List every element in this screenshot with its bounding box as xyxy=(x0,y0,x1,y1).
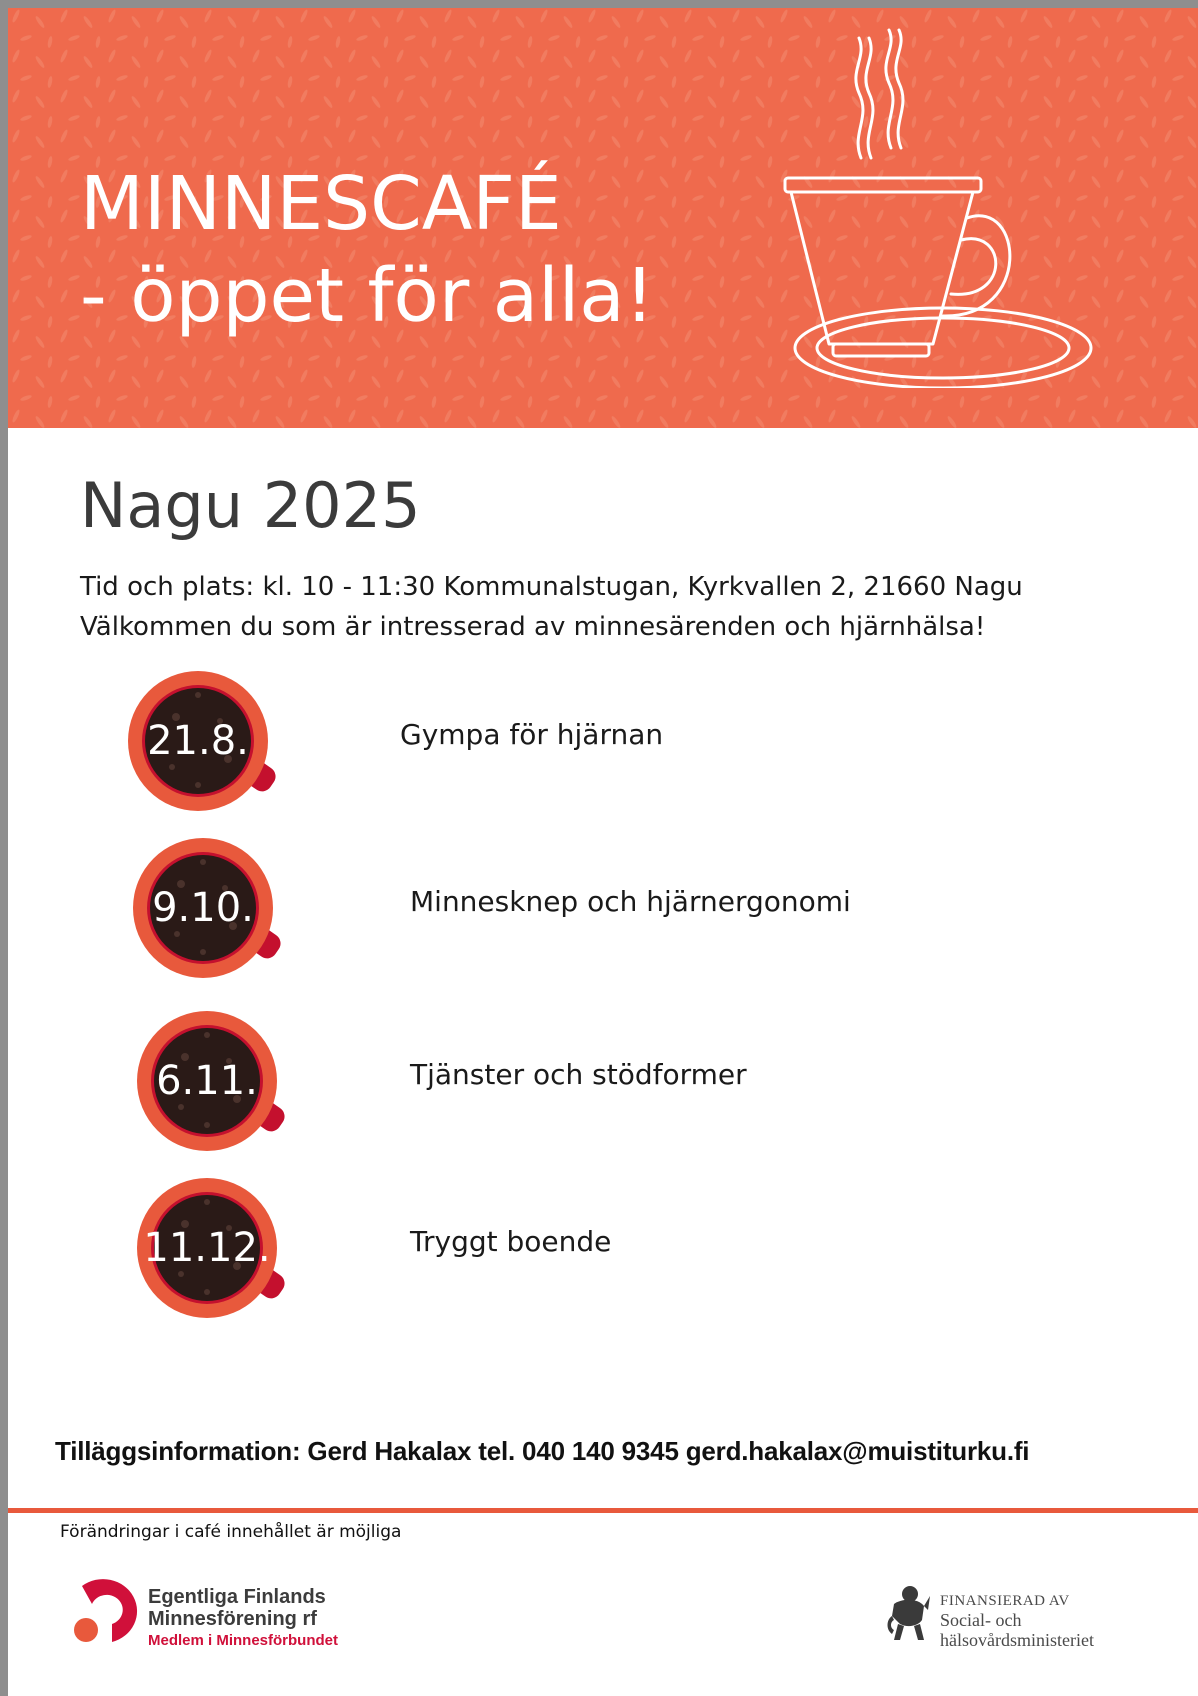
event-date: 6.11. xyxy=(156,1058,258,1104)
minnesforening-logo-icon xyxy=(68,1578,138,1650)
location-year-heading: Nagu 2025 xyxy=(80,469,421,542)
poster-page xyxy=(8,8,1198,1696)
event-title: Tjänster och stödformer xyxy=(410,1058,747,1091)
event-item xyxy=(137,1178,1137,1328)
time-place-text: Tid och plats: kl. 10 - 11:30 Kommunalstugan, Kyrkvallen 2, 21660 Nagu xyxy=(80,572,1023,602)
event-date: 21.8. xyxy=(147,718,249,764)
event-date: 11.12. xyxy=(143,1225,271,1271)
funder-name-line-1: Social- och xyxy=(940,1610,1022,1630)
funder-name-line-2: hälsovårdsministeriet xyxy=(940,1630,1094,1650)
organization-name-line-1: Egentliga Finlands xyxy=(148,1586,326,1608)
funder-text xyxy=(940,1592,1094,1650)
event-item xyxy=(133,838,1133,988)
event-date: 9.10. xyxy=(152,885,254,931)
organization-tagline: Medlem i Minnesförbundet xyxy=(148,1632,339,1649)
title-line-1: MINNESCAFÉ xyxy=(80,161,562,247)
lion-crest-icon xyxy=(884,1580,932,1644)
disclaimer-text: Förändringar i café innehållet är möjliga xyxy=(60,1522,402,1542)
organization-name xyxy=(148,1586,326,1630)
header-banner xyxy=(8,8,1198,428)
funder-logo xyxy=(884,1580,1184,1660)
event-item xyxy=(128,671,1128,821)
organization-logo xyxy=(68,1578,388,1658)
title-line-2: - öppet för alla! xyxy=(80,253,655,339)
coffee-cup-icon xyxy=(783,18,1103,388)
contact-info: Tilläggsinformation: Gerd Hakalax tel. 040 140 9345 gerd.hakalax@muistiturku.fi xyxy=(55,1436,1030,1466)
event-title: Gympa för hjärnan xyxy=(400,718,664,751)
funder-label: FINANSIERAD AV xyxy=(940,1593,1070,1609)
welcome-text: Välkommen du som är intresserad av minnesärenden och hjärnhälsa! xyxy=(80,612,986,642)
footer-divider xyxy=(8,1508,1198,1513)
event-item xyxy=(137,1011,1137,1161)
poster-title xyxy=(80,158,654,342)
event-title: Tryggt boende xyxy=(410,1225,612,1258)
organization-name-line-2: Minnesförening rf xyxy=(148,1608,317,1630)
event-title: Minnesknep och hjärnergonomi xyxy=(410,885,851,918)
